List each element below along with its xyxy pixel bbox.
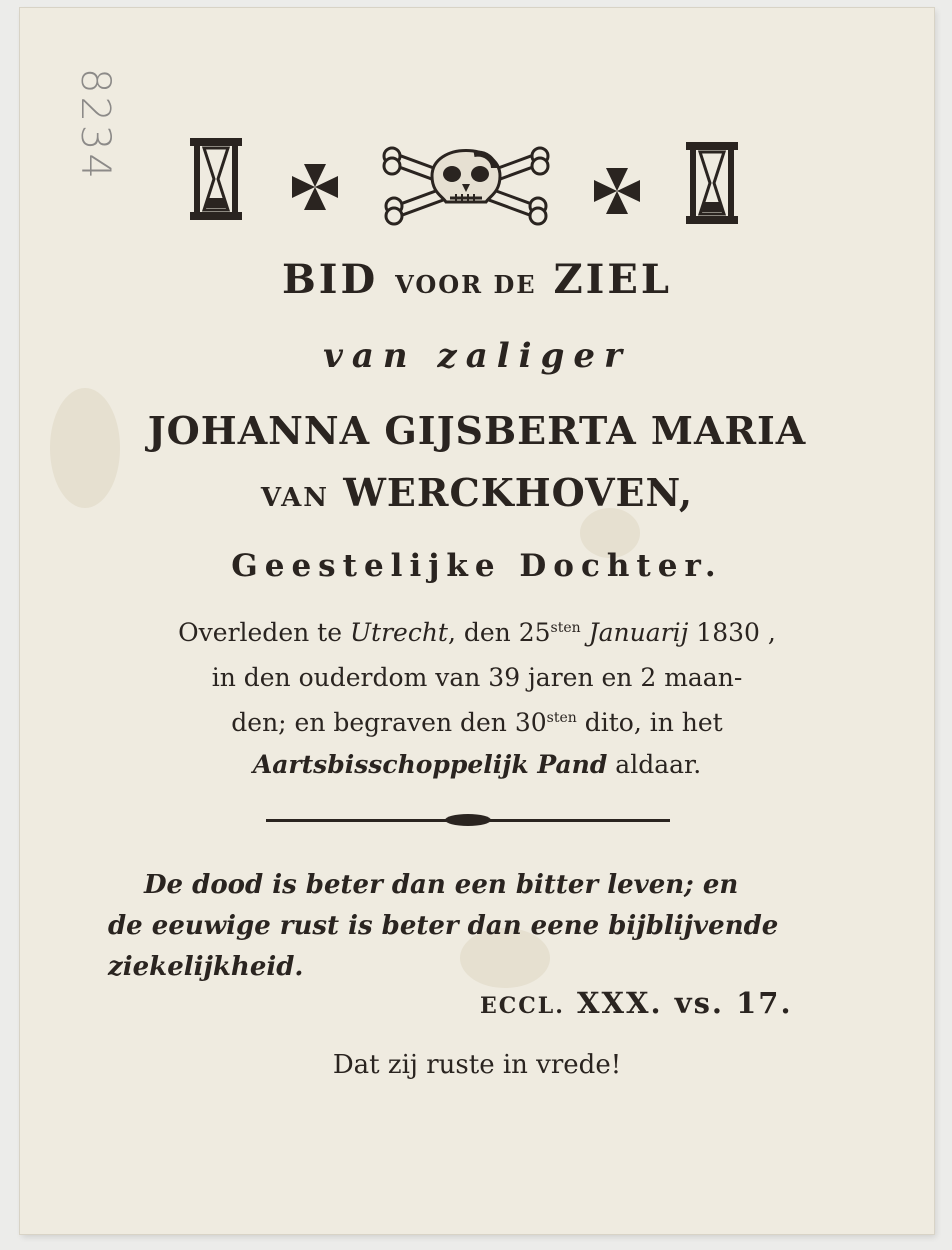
- burial-text: dito, in het: [576, 708, 723, 737]
- citation-reference: XXX. vs. 17.: [564, 986, 793, 1020]
- divider-ornament: [445, 814, 491, 826]
- death-day-suffix: sten: [550, 620, 581, 636]
- family-prefix: VAN: [260, 483, 330, 513]
- prayer-heading: [20, 256, 934, 303]
- death-line-2: in den ouderdom van 39 jaren en 2 maan-: [211, 663, 743, 692]
- van-zaliger: van zaliger: [323, 336, 631, 376]
- skull-crossbones-icon: [382, 132, 550, 230]
- death-line-1: [20, 618, 934, 647]
- scripture-citation: [480, 986, 793, 1020]
- aldaar-text: aldaar.: [607, 750, 702, 779]
- heading-voor-de: VOOR DE: [395, 270, 537, 299]
- heading-bid: BID: [281, 256, 379, 303]
- death-year: 1830 ,: [696, 618, 776, 647]
- deceased-given-names: JOHANNA GIJSBERTA MARIA: [147, 408, 807, 453]
- religious-title: Geestelijke Dochter.: [231, 548, 723, 584]
- death-line-4: [20, 750, 934, 779]
- inventory-number: 8234: [72, 68, 118, 182]
- citation-book: ECCL.: [480, 993, 565, 1019]
- mourning-card: [20, 8, 934, 1234]
- death-month: Januarij: [588, 618, 689, 647]
- burial-day: den; en begraven den 30: [231, 708, 547, 737]
- quote-line-2: de eeuwige rust is beter dan eene bijblijvende: [108, 911, 779, 941]
- death-text: Overleden te: [178, 618, 342, 647]
- hourglass-icon: [684, 140, 740, 226]
- death-line-3: [20, 708, 934, 737]
- ornament-row: [20, 126, 934, 236]
- quote-line-1: De dood is beter dan een bitter leven; en: [144, 870, 739, 900]
- family-name: WERCKHOVEN,: [343, 470, 694, 515]
- cross-pattee-icon: [290, 162, 340, 212]
- closing-prayer: Dat zij ruste in vrede!: [332, 1050, 622, 1080]
- cross-pattee-icon: [592, 166, 642, 216]
- deceased-family-name: [20, 470, 934, 515]
- burial-place: Aartsbisschoppelijk Pand: [252, 750, 608, 779]
- death-day: , den 25: [447, 618, 551, 647]
- heading-ziel: ZIEL: [553, 256, 673, 303]
- quote-line-3: ziekelijkheid.: [108, 952, 304, 982]
- burial-day-suffix: sten: [546, 710, 577, 726]
- death-place: Utrecht: [349, 618, 448, 647]
- hourglass-icon: [188, 136, 244, 222]
